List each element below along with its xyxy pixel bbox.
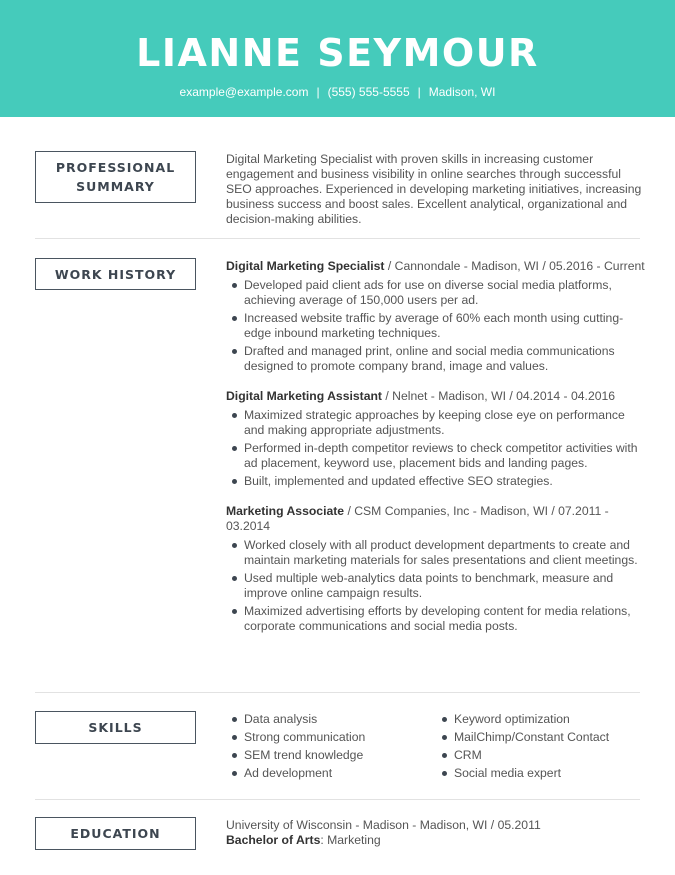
education-heading: EDUCATION bbox=[35, 817, 196, 850]
job-title: Digital Marketing Specialist bbox=[226, 259, 385, 273]
summary-text: Digital Marketing Specialist with proven skills in increasing customer engagement and business visibility in online searches through successful SEO approaches. Experienced in developing marketing initiatives, increasing business success and boost sales. Excellent analytical, organizational and decision-making abilities. bbox=[226, 152, 642, 226]
job-details: Nelnet - Madison, WI / 04.2014 - 04.2016 bbox=[392, 389, 616, 403]
skill-item: Data analysis bbox=[226, 712, 436, 727]
candidate-name: LIANNE SEYMOUR bbox=[136, 31, 539, 75]
job-details: CSM Companies, Inc - Madison, WI / 07.2011 - 03.2014 bbox=[226, 504, 609, 533]
contact-email: example@example.com bbox=[179, 85, 309, 99]
job-bullet: Built, implemented and updated effective SEO strategies. bbox=[226, 474, 646, 489]
job-entry bbox=[226, 389, 646, 489]
contact-separator: | bbox=[417, 85, 421, 99]
education-degree: Bachelor of Arts bbox=[226, 833, 321, 847]
job-bullet: Performed in-depth competitor reviews to check competitor activities with ad placement, keyword use, placement bids and landing pages. bbox=[226, 441, 646, 471]
skill-item: Keyword optimization bbox=[436, 712, 646, 727]
job-entry bbox=[226, 259, 646, 374]
skills-column-right bbox=[436, 712, 646, 784]
work-history-heading: WORK HISTORY bbox=[35, 258, 196, 290]
section-divider bbox=[35, 692, 640, 693]
skill-item: Ad development bbox=[226, 766, 436, 781]
job-bullet: Used multiple web-analytics data points to benchmark, measure and improve online campaign results. bbox=[226, 571, 646, 601]
section-divider bbox=[35, 238, 640, 239]
job-bullet: Drafted and managed print, online and social media communications designed to promote company brand, image and values. bbox=[226, 344, 646, 374]
skill-item: CRM bbox=[436, 748, 646, 763]
work-history-section bbox=[226, 259, 646, 644]
job-title: Digital Marketing Assistant bbox=[226, 389, 382, 403]
skills-column-left bbox=[226, 712, 436, 784]
job-entry bbox=[226, 504, 646, 634]
education-degree-line bbox=[226, 833, 646, 848]
contact-location: Madison, WI bbox=[428, 85, 496, 99]
contact-phone: (555) 555-5555 bbox=[327, 85, 410, 99]
skills-heading: SKILLS bbox=[35, 711, 196, 744]
job-bullet: Maximized strategic approaches by keeping close eye on performance and making appropriate adjustments. bbox=[226, 408, 646, 438]
job-header: Digital Marketing Assistant / Nelnet - Madison, WI / 04.2014 - 04.2016 bbox=[226, 389, 616, 403]
skill-item: SEM trend knowledge bbox=[226, 748, 436, 763]
skill-item: Strong communication bbox=[226, 730, 436, 745]
job-bullet: Maximized advertising efforts by developing content for media relations, corporate communications and social media posts. bbox=[226, 604, 646, 634]
skill-item: Social media expert bbox=[436, 766, 646, 781]
contact-line bbox=[0, 84, 675, 100]
education-school: University of Wisconsin - Madison - Madison, WI / 05.2011 bbox=[226, 818, 541, 832]
job-header: Digital Marketing Specialist / Cannondale - Madison, WI / 05.2016 - Current bbox=[226, 259, 645, 273]
resume-header bbox=[0, 0, 675, 117]
skill-item: MailChimp/Constant Contact bbox=[436, 730, 646, 745]
job-header: Marketing Associate / CSM Companies, Inc - Madison, WI / 07.2011 - 03.2014 bbox=[226, 504, 609, 533]
contact-separator: | bbox=[316, 85, 320, 99]
job-title: Marketing Associate bbox=[226, 504, 345, 518]
job-bullet: Developed paid client ads for use on diverse social media platforms, achieving average of 150,000 users per ad. bbox=[226, 278, 646, 308]
job-bullet: Worked closely with all product development departments to create and maintain marketing materials for sales presentations and client meetings. bbox=[226, 538, 646, 568]
education-section bbox=[226, 818, 646, 848]
skills-list bbox=[226, 712, 646, 784]
section-divider bbox=[35, 799, 640, 800]
job-details: Cannondale - Madison, WI / 05.2016 - Current bbox=[394, 259, 645, 273]
job-bullets bbox=[226, 278, 646, 374]
job-bullet: Increased website traffic by average of 60% each month using cutting-edge inbound marketing techniques. bbox=[226, 311, 646, 341]
education-field: : Marketing bbox=[320, 833, 381, 847]
job-bullets bbox=[226, 538, 646, 634]
job-bullets bbox=[226, 408, 646, 489]
summary-heading: PROFESSIONAL SUMMARY bbox=[35, 151, 196, 203]
